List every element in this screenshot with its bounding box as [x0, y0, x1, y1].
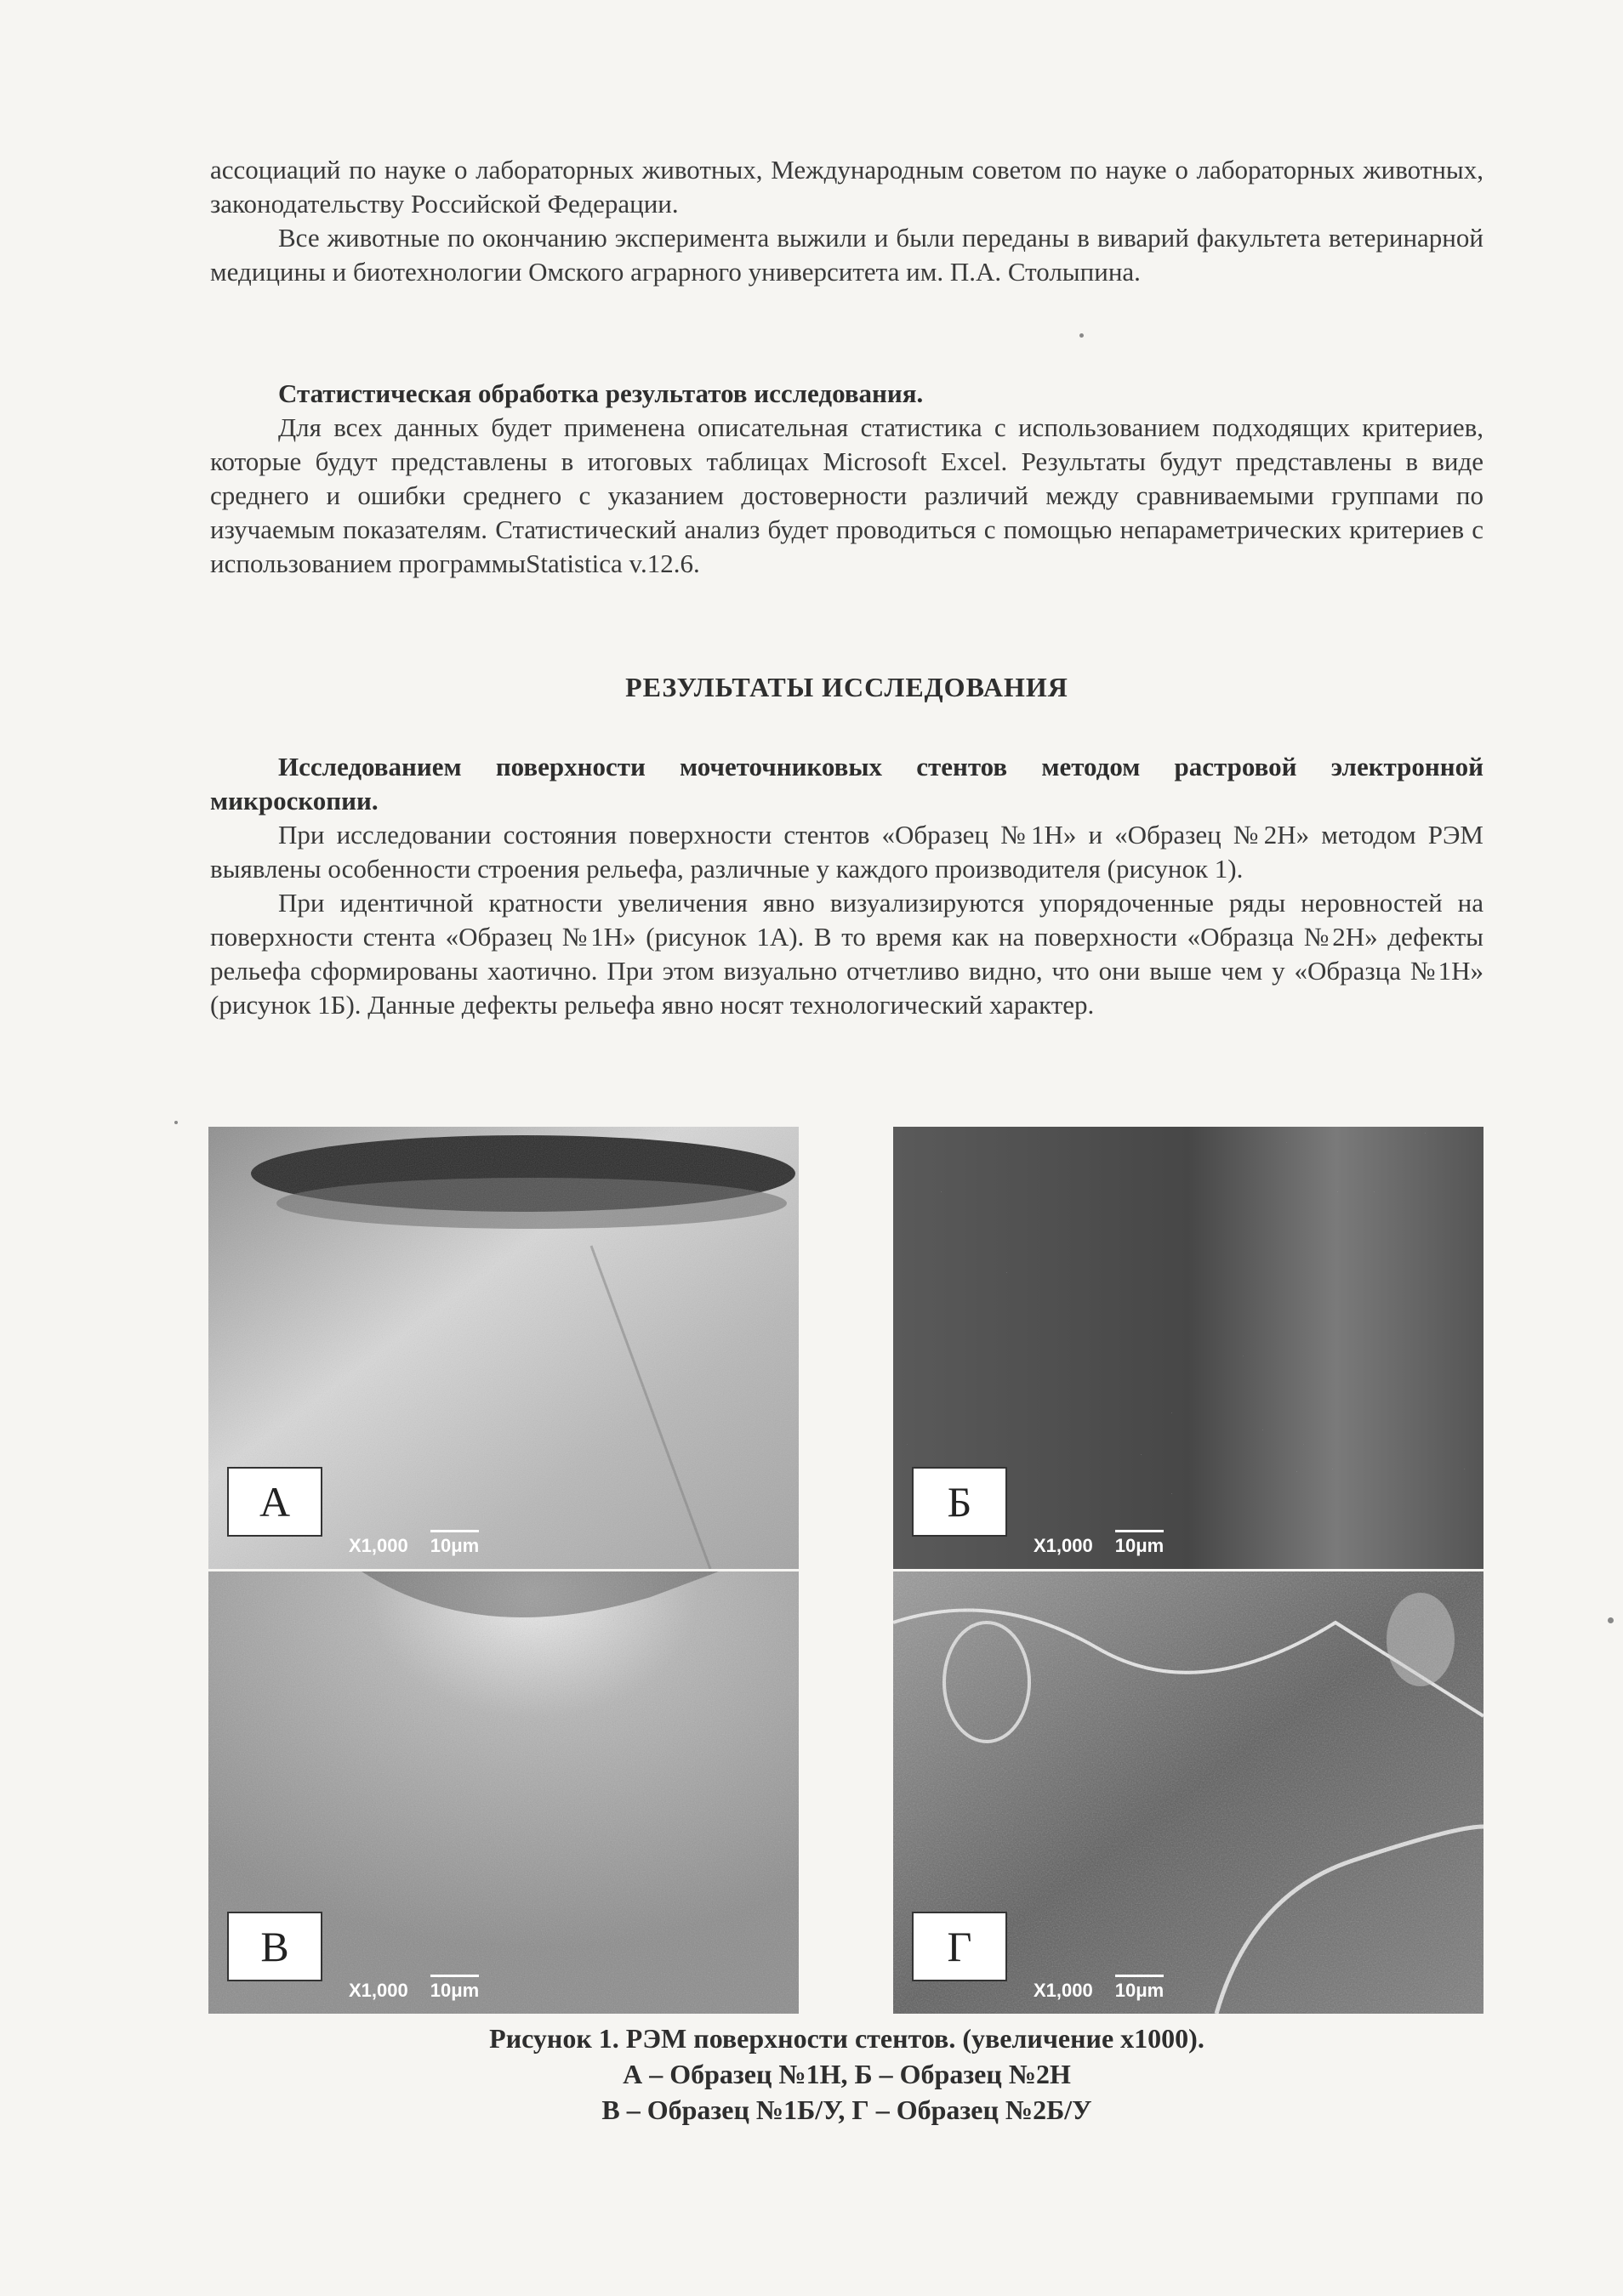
intro-text [210, 153, 1483, 289]
sem-heading: Исследованием поверхности мочеточниковых стентов методом растровой электронной микроскопии. [210, 752, 1483, 816]
paragraph-results-1: При исследовании состояния поверхности стентов «Образец №1Н» и «Образец №2Н» методом РЭМ выявлены особенности строения рельефа, различные у каждого производителя (рисунок 1). [210, 820, 1483, 884]
sem-panel-a [208, 1127, 799, 1569]
section-title: РЕЗУЛЬТАТЫ ИССЛЕДОВАНИЯ [625, 672, 1068, 702]
figure-caption [210, 2020, 1483, 2128]
panel-letter-a: А [227, 1467, 322, 1537]
scan-speck [174, 1121, 178, 1124]
results-text [210, 750, 1483, 1022]
scan-speck [1079, 333, 1084, 338]
statistics-heading: Статистическая обработка результатов исследования. [278, 378, 924, 408]
caption-line-3: В – Образец №1Б/У, Г – Образец №2Б/У [601, 2094, 1092, 2125]
paragraph-statistics: Для всех данных будет применена описательная статистика с использованием подходящих критериев, которые будут представлены в итоговых таблицах Microsoft Excel. Результаты будут представлены в виде среднего и ошибки среднего с указанием достоверности различий между сравниваемыми группами по изучаемым показателям. Статистический анализ будет проводиться с помощью непараметрических критериев с использованием программыStatistica v.12.6. [210, 412, 1483, 578]
panel-letter-b: Б [912, 1467, 1007, 1537]
paragraph-results-2: При идентичной кратности увеличения явно визуализируются упорядоченные ряды неровностей на поверхности стента «Образец №1Н» (рисунок 1А). В то время как на поверхности «Образца №2Н» дефекты рельефа сформированы хаотично. При этом визуально отчетливо видно, что они выше чем у «Образца №1Н» (рисунок 1Б). Данные дефекты рельефа явно носят технологический характер. [210, 888, 1483, 1020]
panel-letter-v: В [227, 1912, 322, 1981]
statistics-section [210, 377, 1483, 581]
panel-letter-g: Г [912, 1912, 1007, 1981]
paragraph-animals: Все животные по окончанию эксперимента выжили и были переданы в виварий факультета ветеринарной медицины и биотехнологии Омского аграрного университета им. П.А. Столыпина. [210, 223, 1483, 287]
paragraph-ethics: ассоциаций по науке о лабораторных животных, Международным советом по науке о лабораторных животных, законодательству Российской Федерации. [210, 155, 1483, 219]
scale-label-a: X1,000 10μm [349, 1535, 480, 1556]
caption-line-2: А – Образец №1Н, Б – Образец №2Н [623, 2059, 1071, 2089]
sem-panel-b [893, 1127, 1483, 1569]
scale-label-b: X1,000 10μm [1034, 1535, 1165, 1556]
sem-panel-v [208, 1571, 799, 2014]
scale-label-v: X1,000 10μm [349, 1980, 480, 2001]
sem-panel-g [893, 1571, 1483, 2014]
caption-line-1: Рисунок 1. РЭМ поверхности стентов. (увеличение х1000). [489, 2023, 1204, 2054]
scale-label-g: X1,000 10μm [1034, 1980, 1165, 2001]
scan-speck [1608, 1617, 1614, 1623]
